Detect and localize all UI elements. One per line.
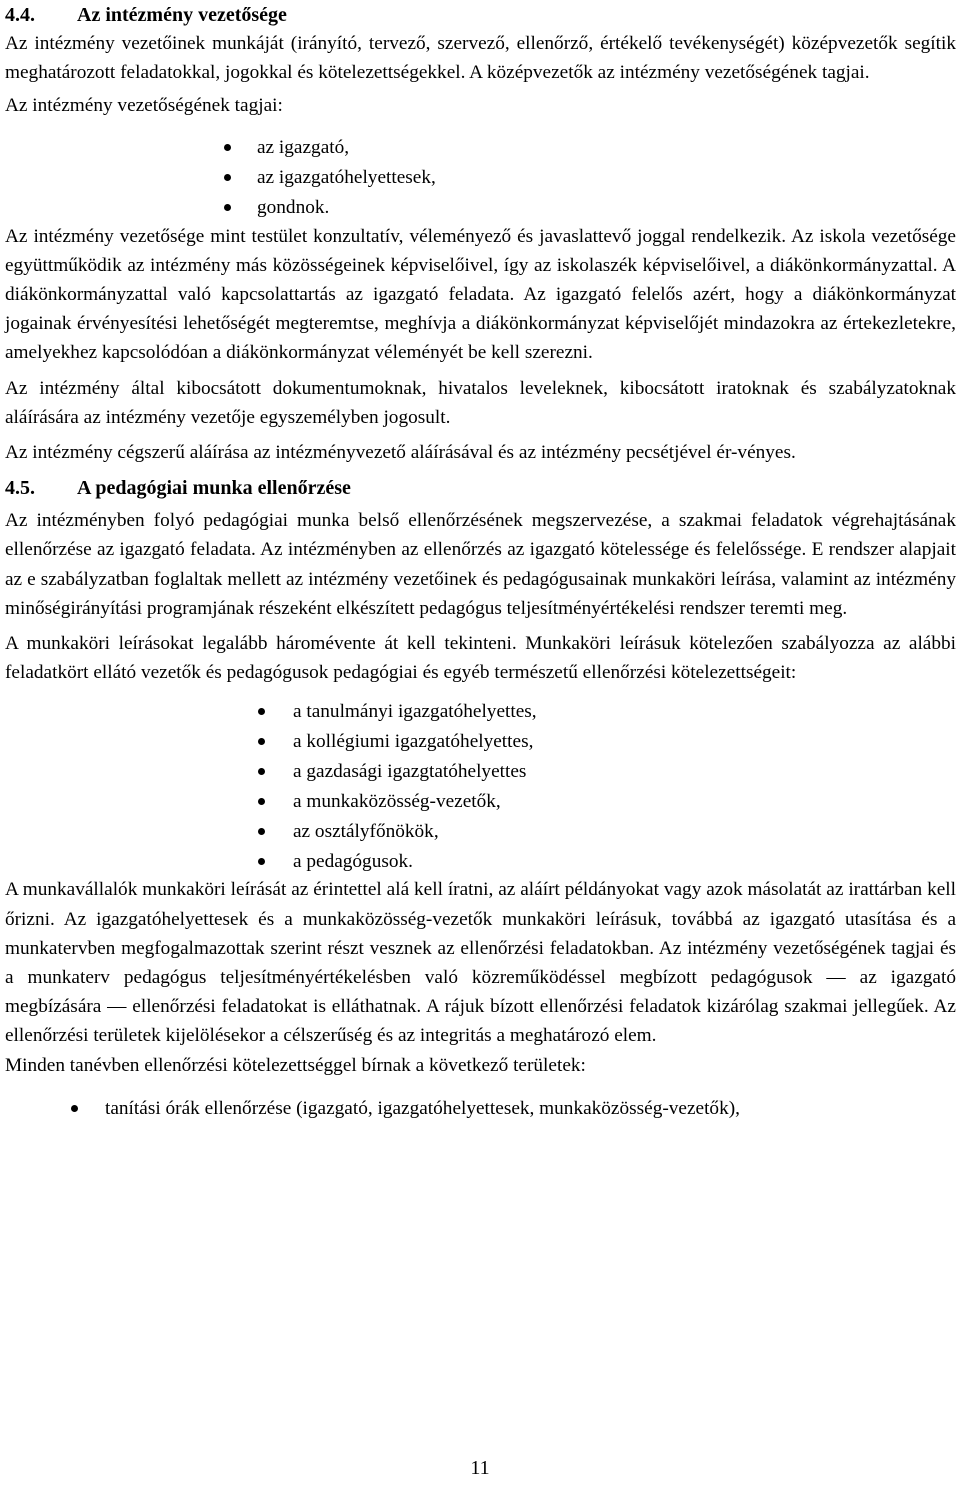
paragraph: Minden tanévben ellenőrzési kötelezettséggel bírnak a következő területek:	[5, 1054, 586, 1076]
list-item: az igazgatóhelyettesek,	[5, 163, 956, 193]
list-item: gondnok.	[5, 193, 956, 223]
section-heading-4-5	[5, 473, 956, 502]
paragraph: Az intézmény cégszerű aláírása az intézményvezető aláírásával és az intézmény pecsétjével ér-vényes.	[5, 442, 796, 464]
paragraph: Az intézmény által kibocsátott dokumentumoknak, hivatalos leveleknek, kibocsátott iratoknak és szabályzatoknak aláírására az intézmény vezetője egyszemélyben jogosult.	[5, 377, 956, 428]
paragraph: Az intézményben folyó pedagógiai munka belső ellenőrzésének megszervezése, a szakmai feladatok végrehajtásának ellenőrzése az igazgató feladata. Az intézményben az ellenőrzés az igazgató kötelessége és felelőssége. E rendszer alapjait az e szabályzatban foglaltak mellett az intézmény vezetőinek és pedagógusainak munkaköri leírása, valamint az intézmény minőségirányítási programjának részeként elkészített pedagógus teljesítményértékelési rendszer teremti meg.	[5, 510, 956, 619]
list-item: az igazgató,	[5, 133, 956, 163]
section-title: Az intézmény vezetősége	[77, 4, 287, 26]
list-item: a gazdasági igazgtatóhelyettes	[5, 757, 956, 787]
list-item: a tanulmányi igazgatóhelyettes,	[5, 697, 956, 727]
list-item: tanítási órák ellenőrzése (igazgató, igazgatóhelyettesek, munkaközösség-vezetők),	[5, 1094, 956, 1124]
document-page	[5, 0, 956, 1124]
list-item: a kollégiumi igazgatóhelyettes,	[5, 727, 956, 757]
section-number: 4.5.	[5, 477, 35, 500]
paragraph: Az intézmény vezetőségének tagjai:	[5, 95, 283, 117]
leadership-members-list	[5, 133, 956, 223]
list-item: a munkaközösség-vezetők,	[5, 787, 956, 817]
paragraph: A munkavállalók munkaköri leírását az érintettel alá kell íratni, az aláírt példányokat vagy azok másolatát az irattárban kell őrizni. Az igazgatóhelyettesek és a munkaközösség-vezetők munkaköri leírásuk, továbbá az igazgató utasítása és a munkatervben megfogalmazottak szerint részt vesznek az ellenőrzési feladatokban. Az intézmény vezetőségének tagjai és a munkaterv pedagógus teljesítményértékelésben való közreműködéssel megbízott pedagógusok — az igazgató megbízására — ellenőrzési feladatokat is elláthatnak. A rájuk bízott ellenőrzési feladatok kizárólag szakmai jellegűek. Az ellenőrzési területek kijelölésekor a célszerűség és az integritás a meghatározó elem.	[5, 879, 956, 1047]
list-item: a pedagógusok.	[5, 847, 956, 877]
paragraph: Az intézmény vezetősége mint testület konzultatív, véleményező és javaslattevő joggal rendelkezik. Az iskola vezetősége együttműködik az intézmény más közösségeinek képviselőivel, így az iskolaszék képviselőivel, a diákönkormányzattal. A diákönkormányzattal való kapcsolattartás az igazgató feladata. Az igazgató felelős azért, hogy a diákönkormányzat jogainak érvényesítési lehetőségét megteremtse, meghívja a diákönkormányzat képviselőjét mindazokra az értekezletekre, amelyekhez kapcsolódóan a diákönkormányzat véleményét be kell szerezni.	[5, 225, 956, 364]
inspection-areas-list	[5, 1094, 956, 1124]
list-item: az osztályfőnökök,	[5, 817, 956, 847]
section-title: A pedagógiai munka ellenőrzése	[77, 477, 351, 500]
paragraph: Az intézmény vezetőinek munkáját (irányító, tervező, szervező, ellenőrző, értékelő tevékenységét) középvezetők segítik meghatározott feladatokkal, jogokkal és kötelezettségekkel. A középvezetők az intézmény vezetőségének tagjai.	[5, 33, 956, 84]
page-number: 11	[470, 1457, 490, 1479]
roles-list	[5, 697, 956, 877]
section-number: 4.4.	[5, 4, 35, 26]
section-heading-4-4	[5, 0, 956, 29]
paragraph: A munkaköri leírásokat legalább háromévente át kell tekinteni. Munkaköri leírásuk kötelezően szabályozza az alábbi feladatkört ellátó vezetők és pedagógusok pedagógiai és egyéb természetű ellenőrzési kötelezettségeit:	[5, 633, 956, 684]
